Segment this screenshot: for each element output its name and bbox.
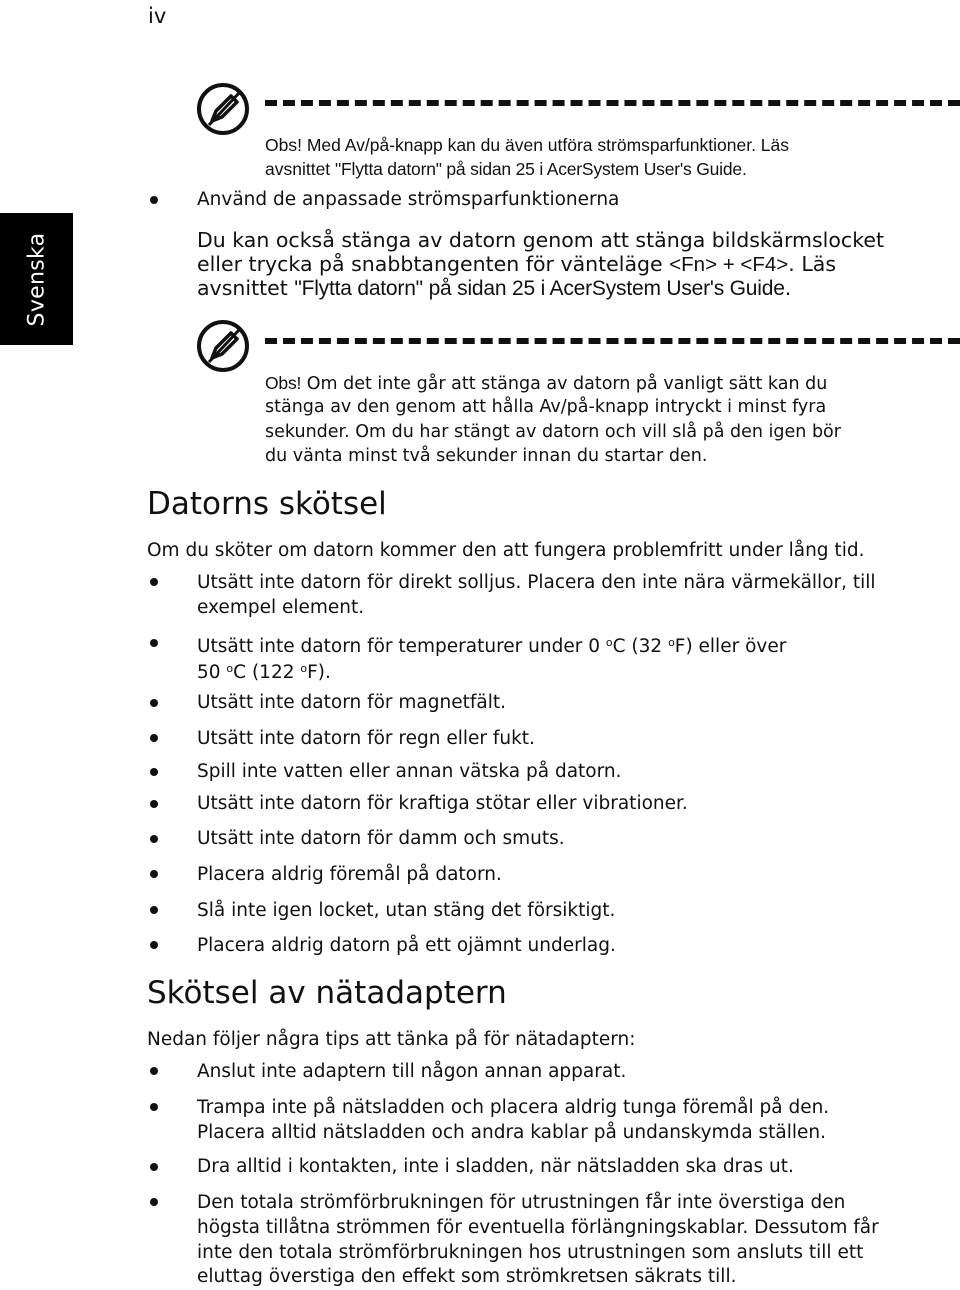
list-item: Den totala strömförbrukningen för utrustningen får inte överstiga den — [197, 1192, 846, 1213]
language-tab-label: Svenska — [24, 232, 49, 326]
note-1-line-2: avsnittet "Flytta datorn" på sidan 25 i AcerSystem User's Guide. — [265, 159, 747, 179]
section-intro: Om du sköter om datorn kommer den att fungera problemfritt under lång tid. — [147, 540, 865, 561]
list-item-continuation: Placera alltid nätsladden och andra kablar på undanskymda ställen. — [197, 1122, 827, 1143]
list-item-continuation: högsta tillåtna strömmen för eventuella förlängningskablar. Dessutom får — [197, 1217, 879, 1238]
list-item-continuation: inte den totala strömförbrukningen hos utrustningen som ansluts till ett — [197, 1242, 864, 1263]
hotkey: <Fn> + <F4> — [669, 253, 789, 276]
bullet — [150, 906, 158, 914]
power-text-line-3: avsnittet "Flytta datorn" på sidan 25 i AcerSystem User's Guide. — [197, 276, 792, 300]
list-item: Utsätt inte datorn för damm och smuts. — [197, 828, 565, 849]
list-item-continuation: 50 $^o$C (122 $^o$F). — [197, 662, 331, 683]
language-tab — [0, 213, 73, 345]
note-2-line-4: du vänta minst två sekunder innan du startar den. — [265, 446, 708, 466]
note-label: Obs! — [265, 373, 302, 393]
bullet — [150, 835, 158, 843]
note-2-line-2: stänga av den genom att hålla Av/på-knapp intryckt i minst fyra — [265, 397, 827, 417]
bullet — [150, 196, 158, 204]
note-2-line-1: Obs! Om det inte går att stänga av datorn på vanligt sätt kan du — [265, 373, 828, 394]
list-item: Utsätt inte datorn för direkt solljus. Placera den inte nära värmekällor, till — [197, 572, 876, 593]
note-divider — [265, 100, 960, 106]
list-item: Utsätt inte datorn för magnetfält. — [197, 692, 506, 713]
section-heading: Datorns skötsel — [147, 486, 387, 522]
list-item: Placera aldrig datorn på ett ojämnt underlag. — [197, 935, 616, 956]
bullet — [150, 1198, 158, 1206]
bullet — [150, 1067, 158, 1075]
bullet — [150, 800, 158, 808]
list-item: Trampa inte på nätsladden och placera aldrig tunga föremål på den. — [197, 1097, 830, 1118]
note-label: Obs! — [265, 135, 302, 155]
note-1-line-1: Obs! Med Av/på-knapp kan du även utföra strömsparfunktioner. Läs — [265, 135, 790, 155]
bullet — [150, 699, 158, 707]
power-text-line-1: Du kan också stänga av datorn genom att stänga bildskärmslocket — [197, 228, 884, 252]
list-item: Placera aldrig föremål på datorn. — [197, 864, 502, 885]
list-item: Utsätt inte datorn för temperaturer under 0 $^o$C (32 $^o$F) eller över — [197, 636, 787, 657]
list-item: Spill inte vatten eller annan vätska på datorn. — [197, 761, 622, 782]
note-divider — [265, 338, 960, 344]
section-heading: Skötsel av nätadaptern — [147, 975, 507, 1011]
note-2-line-3: sekunder. Om du har stängt av datorn och vill slå på den igen bör — [265, 422, 841, 442]
bullet — [150, 578, 158, 586]
bullet — [150, 734, 158, 742]
list-item-continuation: eluttag överstiga den effekt som strömkretsen säkrats till. — [197, 1266, 737, 1287]
cross-reference: "Flytta datorn" på sidan 25 i AcerSystem User's Guide — [294, 277, 785, 300]
list-item: Anslut inte adaptern till någon annan apparat. — [197, 1061, 627, 1082]
cross-reference: "Flytta datorn" på sidan 25 i AcerSystem User's Guide — [335, 159, 742, 179]
bullet — [150, 639, 158, 647]
bullet — [150, 941, 158, 949]
list-item-continuation: exempel element. — [197, 597, 365, 618]
bullet — [150, 768, 158, 776]
list-item: Dra alltid i kontakten, inte i sladden, när nätsladden ska dras ut. — [197, 1156, 794, 1177]
list-item: Slå inte igen locket, utan stäng det försiktigt. — [197, 900, 616, 921]
note-pencil-icon — [196, 82, 250, 136]
bullet — [150, 870, 158, 878]
list-item: Utsätt inte datorn för kraftiga stötar eller vibrationer. — [197, 793, 688, 814]
bullet — [150, 1163, 158, 1171]
page-number: iv — [148, 4, 167, 28]
power-saving-title: Använd de anpassade strömsparfunktionerna — [197, 189, 620, 210]
section-intro: Nedan följer några tips att tänka på för nätadaptern: — [147, 1029, 636, 1050]
power-text-line-2: eller trycka på snabbtangenten för vänteläge <Fn> + <F4>. Läs — [197, 252, 836, 276]
bullet — [150, 1103, 158, 1111]
list-item: Utsätt inte datorn för regn eller fukt. — [197, 728, 535, 749]
note-pencil-icon — [196, 319, 250, 373]
